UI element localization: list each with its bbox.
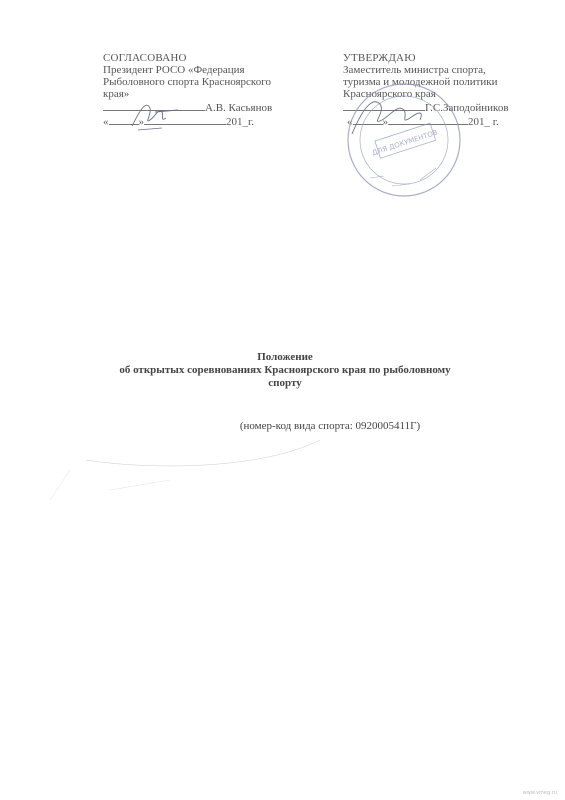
date-close-quote: » xyxy=(138,116,144,128)
approved-heading: УТВЕРЖДАЮ xyxy=(343,52,416,64)
title-line-2: об открытых соревнованиях Красноярского края по рыболовному xyxy=(119,364,451,376)
left-signature xyxy=(132,105,178,126)
date-open-quote: « xyxy=(103,116,109,128)
agreed-date-year: 201_г. xyxy=(226,116,255,128)
approved-date-year: 201_ г. xyxy=(468,116,499,128)
agreed-line-1: Президент РОСО «Федерация xyxy=(103,64,245,76)
left-signature-tail xyxy=(138,128,162,130)
date-close-quote: » xyxy=(382,116,388,128)
document-title xyxy=(100,351,470,390)
watermark: www.vmeg.ru xyxy=(522,790,557,796)
agreed-signer: А.В. Касьянов xyxy=(205,102,273,114)
agreed-line-3: края» xyxy=(103,88,130,100)
title-line-3: спорту xyxy=(268,377,302,389)
stamp-text: ДЛЯ ДОКУМЕНТОВ xyxy=(371,128,439,158)
title-line-1: Положение xyxy=(257,351,313,363)
approved-line-2: туризма и молодежной политики xyxy=(343,76,498,88)
approved-line-1: Заместитель министра спорта, xyxy=(343,64,486,76)
date-open-quote: « xyxy=(347,116,353,128)
approved-line-3: Красноярского края xyxy=(343,88,436,100)
agreed-heading: СОГЛАСОВАНО xyxy=(103,52,187,64)
sport-code: (номер-код вида спорта: 0920005411Г) xyxy=(239,420,421,432)
stray-pen-mark-2 xyxy=(50,470,170,500)
stray-pen-mark xyxy=(86,440,320,466)
round-stamp xyxy=(348,84,460,196)
agreed-line-2: Рыболовного спорта Красноярского xyxy=(103,76,271,88)
approved-signer: Г.С.Заподойников xyxy=(425,102,509,114)
